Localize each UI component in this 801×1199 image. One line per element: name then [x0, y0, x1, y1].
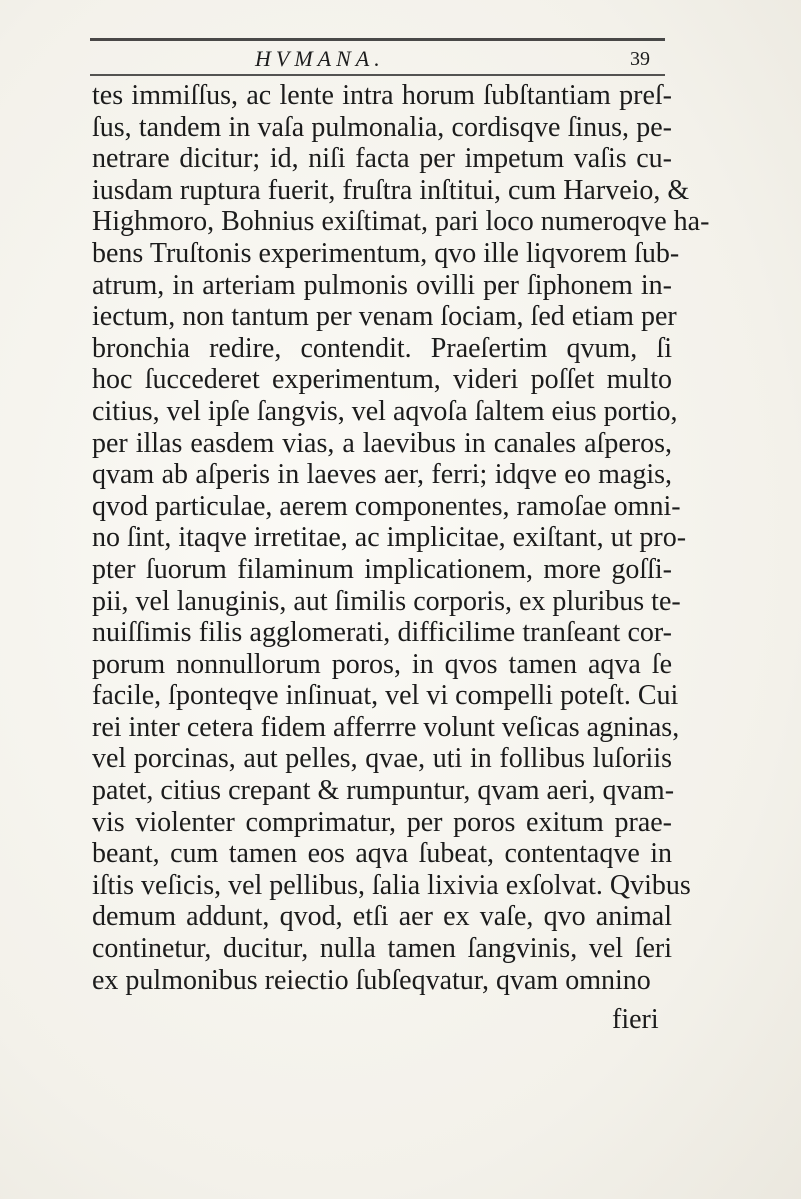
text-line: citius, vel ipſe ſangvis, vel aqvoſa ſaltem eius portio, [92, 395, 678, 427]
text-line: Highmoro, Bohnius exiſtimat, pari loco numeroqve ha- [92, 206, 710, 238]
text-line: netrare dicitur; id, niſi facta per impetum vaſis cu- [92, 143, 672, 175]
text-line: bronchia redire, contendit. Praeſertim qvum, ſi [92, 332, 672, 364]
head-rule [90, 74, 665, 76]
text-line: hoc ſuccederet experimentum, videri poſſet multo [92, 364, 672, 396]
running-head [0, 40, 801, 74]
text-line: per illas easdem vias, a laevibus in canales aſperos, [92, 427, 672, 459]
text-line: iusdam ruptura fuerit, fruſtra inſtitui, cum Harveio, & [92, 174, 690, 206]
text-line: ſus, tandem in vaſa pulmonalia, cordisqve ſinus, pe- [92, 111, 672, 143]
text-line: tes immiſſus, ac lente intra horum ſubſtantiam preſ- [92, 80, 672, 111]
text-line: continetur, ducitur, nulla tamen ſangvinis, vel ſeri [92, 933, 672, 965]
text-line: no ſint, itaqve irretitae, ac implicitae, exiſtant, ut pro- [92, 522, 687, 554]
body-text [92, 80, 710, 996]
text-line: pii, vel lanuginis, aut ſimilis corporis, ex pluribus te- [92, 585, 681, 617]
text-line: rei inter cetera fidem afferrre volunt veſicas agninas, [92, 711, 680, 743]
text-line: facile, ſponteqve inſinuat, vel vi compelli poteſt. Cui [92, 680, 679, 712]
text-line: atrum, in arteriam pulmonis ovilli per ſiphonem in- [92, 269, 672, 301]
text-line: vel porcinas, aut pelles, qvae, uti in follibus luſoriis [92, 743, 672, 775]
text-line: vis violenter comprimatur, per poros exitum prae- [92, 806, 672, 838]
text-line: nuiſſimis filis agglomerati, difficilime tranſeant cor- [92, 617, 672, 649]
text-line: iectum, non tantum per venam ſociam, ſed etiam per [92, 301, 677, 333]
text-line: qvod particulae, aerem componentes, ramoſae omni- [92, 490, 681, 522]
text-line: patet, citius crepant & rumpuntur, qvam aeri, qvam- [92, 775, 675, 807]
text-line: beant, cum tamen eos aqva ſubeat, contentaqve in [92, 838, 672, 870]
text-line: demum addunt, qvod, etſi aer ex vaſe, qvo animal [92, 901, 672, 933]
text-line: porum nonnullorum poros, in qvos tamen aqva ſe [92, 648, 672, 680]
running-title: HVMANA. [255, 46, 385, 71]
text-line: bens Truſtonis experimentum, qvo ille liqvorem ſub- [92, 237, 680, 269]
text-line: ex pulmonibus reiectio ſubſeqvatur, qvam omnino [92, 964, 651, 996]
text-line: iſtis veſicis, vel pellibus, ſalia lixivia exſolvat. Qvibus [92, 869, 691, 901]
text-line: qvam ab aſperis in laeves aer, ferri; idqve eo magis, [92, 459, 672, 491]
catchword: fieri [612, 1004, 659, 1035]
page-number: 39 [630, 48, 650, 70]
text-line: pter ſuorum filaminum implicationem, more goſſi- [92, 553, 672, 585]
